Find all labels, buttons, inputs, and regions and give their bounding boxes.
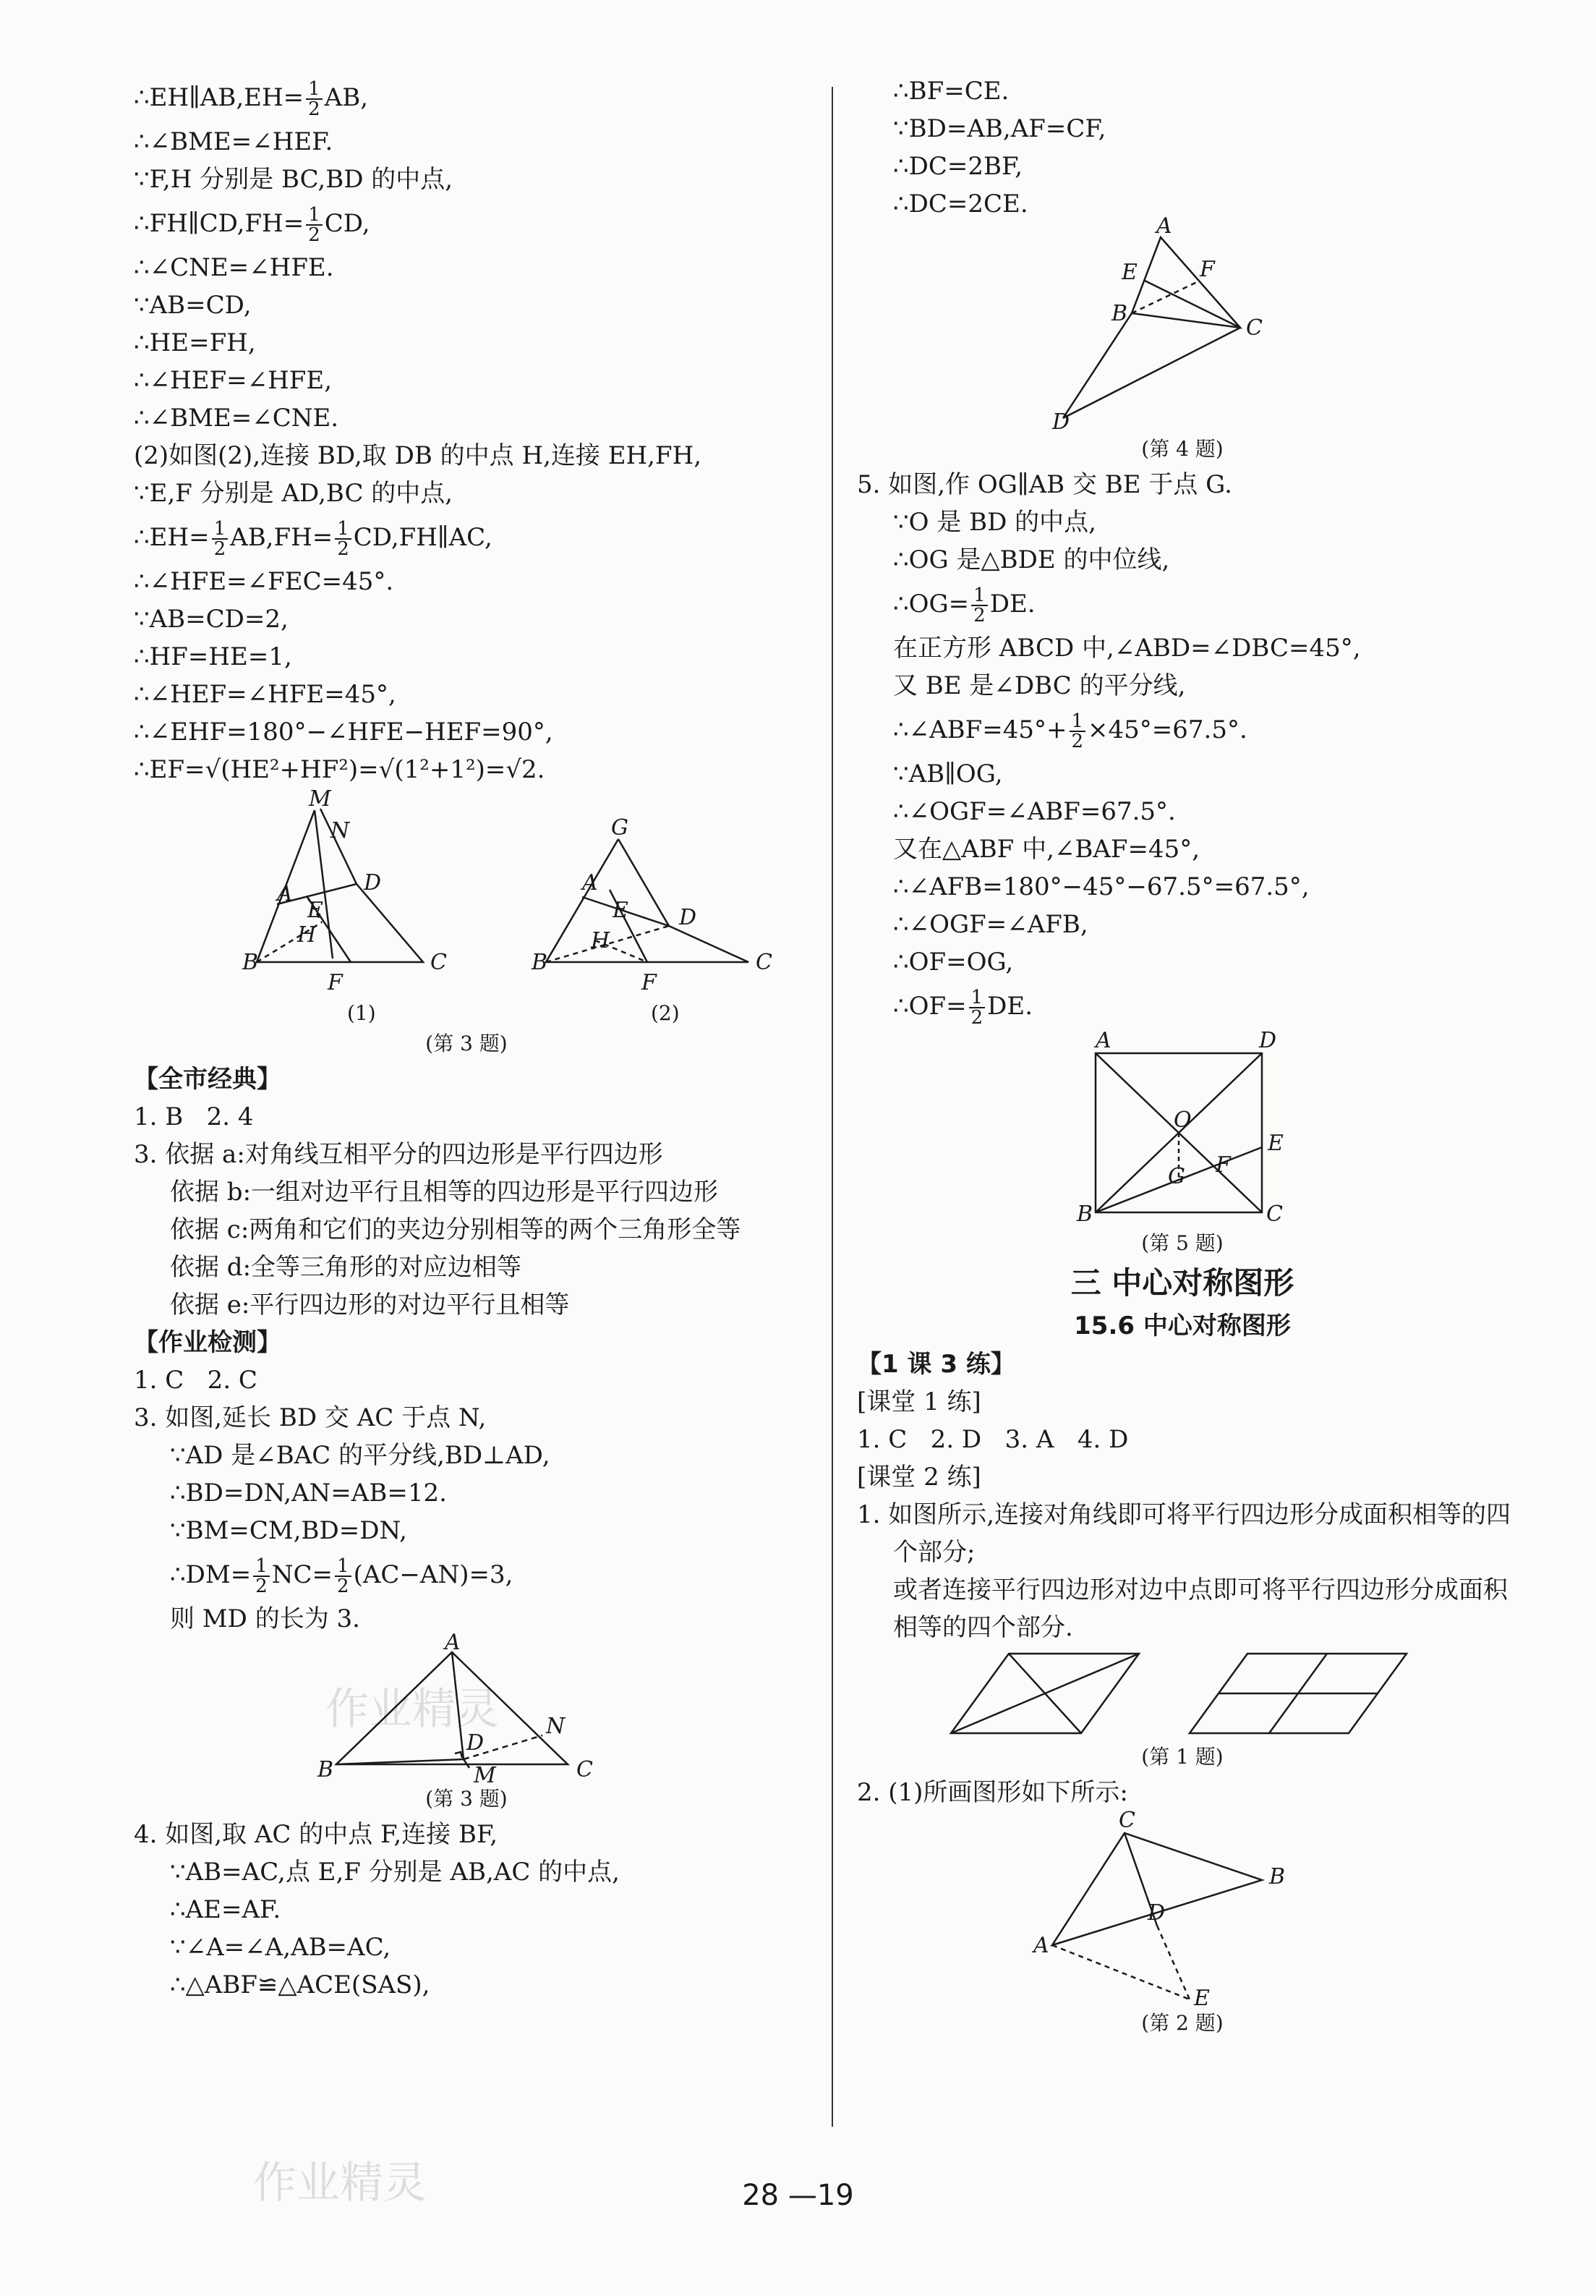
line: ∴∠OGF=∠ABF=67.5°. [893, 797, 1176, 826]
svg-text:F: F [1216, 1152, 1231, 1178]
line: 又在△ABF 中,∠BAF=45°, [893, 835, 1200, 864]
line: ∴△ABF≌△ACE(SAS), [170, 1970, 430, 1999]
line: 依据 e:平行四边形的对边平行且相等 [170, 1291, 570, 1319]
line: 又 BE 是∠DBC 的平分线, [893, 671, 1186, 700]
fraction: $\frac{1}{2}$ [212, 519, 229, 558]
line: ∵O 是 BD 的中点, [893, 508, 1096, 537]
section-heading: 【全市经典】 [134, 1065, 281, 1094]
line: 相等的四个部分. [893, 1613, 1073, 1642]
figure-caption: (第 5 题) [1141, 1231, 1224, 1255]
line: ∴DM= $\frac{1}{2}$ NC= $\frac{1}{2}$ (AC−AN)=3, [170, 1555, 513, 1597]
svg-text:E: E [1194, 1986, 1210, 2011]
svg-text:H: H [591, 928, 610, 953]
line: 依据 b:一组对边平行且相等的四边形是平行四边形 [170, 1178, 719, 1207]
line: 4. 如图,取 AC 的中点 F,连接 BF, [134, 1820, 498, 1849]
figure-4 [1052, 213, 1313, 435]
section-title: 15.6 中心对称图形 [1074, 1311, 1291, 1340]
svg-text:B: B [1111, 301, 1128, 326]
line: ∴BF=CE. [893, 77, 1010, 106]
figure-caption: (第 2 题) [1141, 2011, 1224, 2035]
line: ∴OG 是△BDE 的中位线, [893, 545, 1170, 574]
line: ∴AE=AF. [170, 1895, 281, 1924]
line: 3. 依据 a:对角线互相平分的四边形是平行四边形 [134, 1140, 663, 1169]
svg-text:B: B [1077, 1202, 1093, 1227]
svg-text:E: E [1268, 1131, 1284, 1156]
svg-text:O: O [1174, 1107, 1192, 1133]
line: 个部分; [893, 1538, 976, 1567]
line: 3. 如图,延长 BD 交 AC 于点 N, [134, 1403, 487, 1432]
svg-text:B: B [532, 950, 548, 975]
watermark: 作业精灵 [325, 1684, 499, 1735]
line: [课堂 2 练] [857, 1463, 981, 1492]
fraction: $\frac{1}{2}$ [335, 1557, 351, 1596]
line: ∴∠OGF=∠AFB, [893, 910, 1088, 939]
svg-text:M: M [474, 1763, 496, 1788]
svg-text:D: D [1148, 1900, 1166, 1926]
figure-2-construction [1030, 1808, 1334, 2011]
line: ∴EH∥AB,EH= $\frac{1}{2}$ AB, [134, 78, 369, 120]
line: ∴∠AFB=180°−45°−67.5°=67.5°, [893, 872, 1310, 901]
line: ∴∠HFE=∠FEC=45°. [134, 567, 394, 596]
svg-text:B: B [1269, 1864, 1286, 1889]
line: ∴∠BME=∠HEF. [134, 127, 333, 156]
line: ∴OF=OG, [893, 948, 1014, 977]
section-heading: 【1 课 3 练】 [857, 1350, 1015, 1379]
line: ∴OG= $\frac{1}{2}$ DE. [893, 584, 1036, 626]
line: ∵AB=AC,点 E,F 分别是 AB,AC 的中点, [170, 1858, 620, 1887]
fraction: $\frac{1}{2}$ [969, 988, 986, 1027]
line: ∴∠ABF=45°+ $\frac{1}{2}$ ×45°=67.5°. [893, 710, 1247, 752]
svg-text:A: A [277, 881, 293, 906]
figure-3-pair [170, 786, 772, 1027]
svg-text:E: E [1122, 260, 1138, 285]
fraction: $\frac{1}{2}$ [335, 519, 351, 558]
line: ∵E,F 分别是 AD,BC 的中点, [134, 479, 453, 508]
fraction: $\frac{1}{2}$ [971, 586, 988, 625]
line: 5. 如图,作 OG∥AB 交 BE 于点 G. [857, 470, 1232, 499]
svg-text:B: B [242, 950, 259, 975]
line: ∴BD=DN,AN=AB=12. [170, 1479, 447, 1508]
svg-text:A: A [1156, 213, 1172, 239]
line: ∴HE=FH, [134, 328, 256, 357]
line: ∴∠EHF=180°−∠HFE−HEF=90°, [134, 718, 553, 747]
svg-text:M: M [309, 786, 331, 812]
line: 在正方形 ABCD 中,∠ABD=∠DBC=45°, [893, 634, 1361, 663]
watermark: 作业精灵 [253, 2158, 427, 2208]
line: ∵F,H 分别是 BC,BD 的中点, [134, 165, 453, 194]
svg-text:N: N [330, 818, 350, 843]
line: ∴DC=2CE. [893, 190, 1028, 218]
line: ∵∠A=∠A,AB=AC, [170, 1933, 391, 1962]
line: ∴EH= $\frac{1}{2}$ AB,FH= $\frac{1}{2}$ CD,FH∥AC, [134, 518, 492, 560]
fraction: $\frac{1}{2}$ [306, 80, 323, 119]
line: ∵AB∥OG, [893, 760, 1003, 788]
svg-text:E: E [613, 898, 628, 923]
svg-text:F: F [641, 970, 657, 995]
line: 依据 d:全等三角形的对应边相等 [170, 1253, 522, 1282]
section-heading: 【作业检测】 [134, 1328, 281, 1357]
line: 1. C 2. D 3. A 4. D [857, 1425, 1129, 1454]
column-divider [832, 87, 833, 2127]
svg-text:D: D [466, 1730, 485, 1756]
svg-text:D: D [364, 870, 382, 896]
svg-text:C: C [1119, 1808, 1135, 1833]
line: ∴∠HEF=∠HFE=45°, [134, 680, 396, 709]
line: ∴EF=√(HE²+HF²)=√(1²+1²)=√2. [134, 755, 545, 784]
figure-caption: (第 3 题) [425, 1787, 508, 1811]
svg-text:F: F [1200, 257, 1215, 282]
svg-text:A: A [1096, 1028, 1111, 1053]
line: 2. (1)所画图形如下所示: [857, 1778, 1128, 1807]
line: (2)如图(2),连接 BD,取 DB 的中点 H,连接 EH,FH, [134, 441, 702, 470]
svg-text:C: C [1246, 315, 1263, 341]
line: ∵AB=CD=2, [134, 605, 289, 634]
line: ∴OF= $\frac{1}{2}$ DE. [893, 987, 1033, 1029]
line: ∴∠CNE=∠HFE. [134, 253, 334, 282]
svg-text:A: A [582, 870, 598, 896]
line: ∵BM=CM,BD=DN, [170, 1516, 407, 1545]
line: 1. 如图所示,连接对角线即可将平行四边形分成面积相等的四 [857, 1500, 1511, 1529]
svg-text:C: C [1266, 1202, 1283, 1227]
line: 或者连接平行四边形对边中点即可将平行四边形分成面积 [893, 1576, 1508, 1604]
svg-text:A: A [1033, 1933, 1049, 1958]
svg-text:B: B [317, 1757, 334, 1782]
line: 依据 c:两角和它们的夹边分别相等的两个三角形全等 [170, 1215, 741, 1244]
fig3-caption-1: (1) [347, 1001, 376, 1025]
line: ∴∠HEF=∠HFE, [134, 366, 333, 395]
line: ∴∠BME=∠CNE. [134, 404, 339, 433]
svg-text:G: G [1168, 1164, 1185, 1189]
svg-text:C: C [756, 950, 772, 975]
svg-text:D: D [1052, 409, 1070, 435]
figure-caption: (第 3 题) [425, 1032, 508, 1055]
svg-text:D: D [1259, 1028, 1277, 1053]
line: 则 MD 的长为 3. [170, 1604, 360, 1633]
svg-text:H: H [297, 922, 317, 948]
svg-text:E: E [307, 898, 323, 923]
line: 1. B 2. 4 [134, 1102, 254, 1131]
line: [课堂 1 练] [857, 1387, 981, 1416]
svg-text:C: C [576, 1757, 593, 1782]
svg-text:C: C [430, 950, 447, 975]
figure-caption: (第 1 题) [1141, 1745, 1224, 1769]
line: 1. C 2. C [134, 1366, 257, 1395]
figure-1-parallelograms [944, 1646, 1421, 1740]
fraction: $\frac{1}{2}$ [1070, 712, 1086, 751]
figure-caption: (第 4 题) [1141, 437, 1224, 461]
svg-text:D: D [679, 905, 697, 930]
chapter-heading: 三 中心对称图形 [1070, 1265, 1294, 1301]
line: ∵AB=CD, [134, 291, 252, 320]
svg-text:A: A [445, 1630, 461, 1655]
svg-text:F: F [328, 970, 343, 995]
line: ∵BD=AB,AF=CF, [893, 114, 1106, 143]
right-column [857, 72, 1511, 2040]
line: ∴HF=HE=1, [134, 642, 292, 671]
svg-text:G: G [611, 815, 628, 841]
line: ∵AD 是∠BAC 的平分线,BD⊥AD, [170, 1441, 550, 1470]
fig3-caption-2: (2) [651, 1001, 680, 1025]
fraction: $\frac{1}{2}$ [306, 205, 323, 245]
page-number: 28 —19 [742, 2179, 854, 2212]
fraction: $\frac{1}{2}$ [253, 1557, 270, 1596]
figure-5-square [1074, 1028, 1291, 1227]
line: ∴FH∥CD,FH= $\frac{1}{2}$ CD, [134, 204, 370, 246]
line: ∴DC=2BF, [893, 152, 1023, 181]
svg-text:N: N [546, 1714, 566, 1739]
